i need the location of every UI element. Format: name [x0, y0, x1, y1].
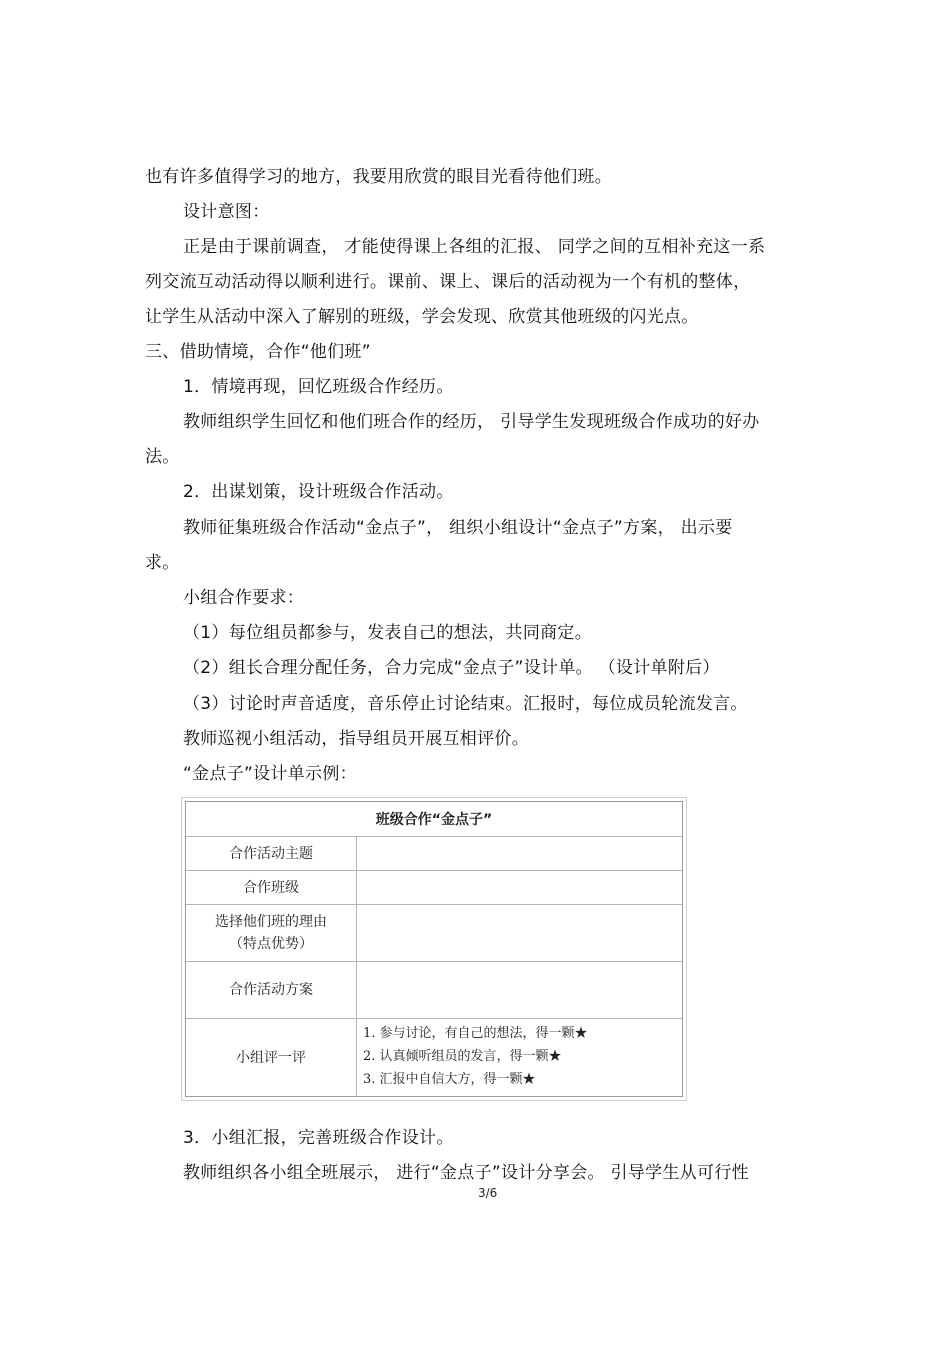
list-item: （3）讨论时声音适度，音乐停止讨论结束。汇报时，每位成员轮流发言。 [183, 694, 748, 714]
paragraph-line: 教师征集班级合作活动“金点子”， 组织小组设计“金点子”方案， 出示要 [183, 518, 733, 538]
paragraph-line: 列交流互动活动得以顺利进行。课前、课上、课后的活动视为一个有机的整体， [145, 272, 751, 292]
row-label: 小组评一评 [186, 1019, 357, 1097]
table-title-row [186, 802, 682, 837]
paragraph-line: 教师组织学生回忆和他们班合作的经历， 引导学生发现班级合作成功的好办 [183, 412, 760, 432]
subsection-heading: 3．小组汇报，完善班级合作设计。 [183, 1128, 454, 1148]
row-label: 合作班级 [186, 871, 357, 904]
paragraph-line: 小组合作要求： [183, 588, 305, 608]
table-row [186, 962, 682, 1019]
section-heading: 三、借助情境，合作“他们班” [145, 342, 371, 362]
row-label-line: （特点优势） [229, 936, 313, 952]
criteria-item: 2. 认真倾听组员的发言，得一颗★ [363, 1049, 562, 1064]
subsection-heading: 1．情境再现，回忆班级合作经历。 [183, 377, 454, 397]
paragraph-line: 法。 [145, 447, 180, 467]
golden-idea-table [181, 797, 687, 1101]
paragraph-line: 教师组织各小组全班展示， 进行“金点子”设计分享会。 引导学生从可行性 [183, 1163, 749, 1183]
paragraph-line: 也有许多值得学习的地方，我要用欣赏的眼目光看待他们班。 [145, 167, 613, 187]
row-value [357, 962, 682, 1018]
row-value [357, 871, 682, 904]
row-label: 合作活动方案 [186, 962, 357, 1018]
table-row [186, 837, 682, 871]
table-row [186, 905, 682, 962]
list-item: （2）组长合理分配任务，合力完成“金点子”设计单。 （设计单附后） [183, 658, 720, 678]
row-label [186, 905, 357, 961]
page-number: 3/6 [478, 1186, 498, 1200]
paragraph-line: 教师巡视小组活动，指导组员开展互相评价。 [183, 729, 529, 749]
table-row [186, 1019, 682, 1097]
paragraph-heading: 设计意图： [183, 202, 270, 222]
row-label: 合作活动主题 [186, 837, 357, 870]
row-label-line: 选择他们班的理由 [215, 914, 327, 930]
subsection-heading: 2．出谋划策，设计班级合作活动。 [183, 482, 454, 502]
criteria-item: 1. 参与讨论，有自己的想法，得一颗★ [363, 1026, 588, 1041]
paragraph-line: 让学生从活动中深入了解别的班级，学会发现、欣赏其他班级的闪光点。 [145, 307, 699, 327]
criteria-item: 3. 汇报中自信大方，得一颗★ [363, 1072, 536, 1087]
list-item: （1）每位组员都参与，发表自己的想法，共同商定。 [183, 623, 593, 643]
row-value [357, 905, 682, 961]
table-row [186, 871, 682, 905]
paragraph-line: 正是由于课前调查， 才能使得课上各组的汇报、 同学之间的互相补充这一系 [183, 237, 766, 257]
paragraph-line: “金点子”设计单示例： [183, 764, 357, 784]
row-value [357, 837, 682, 870]
criteria-cell [357, 1019, 682, 1097]
table-title: 班级合作“金点子” [375, 812, 493, 828]
paragraph-line: 求。 [145, 553, 180, 573]
